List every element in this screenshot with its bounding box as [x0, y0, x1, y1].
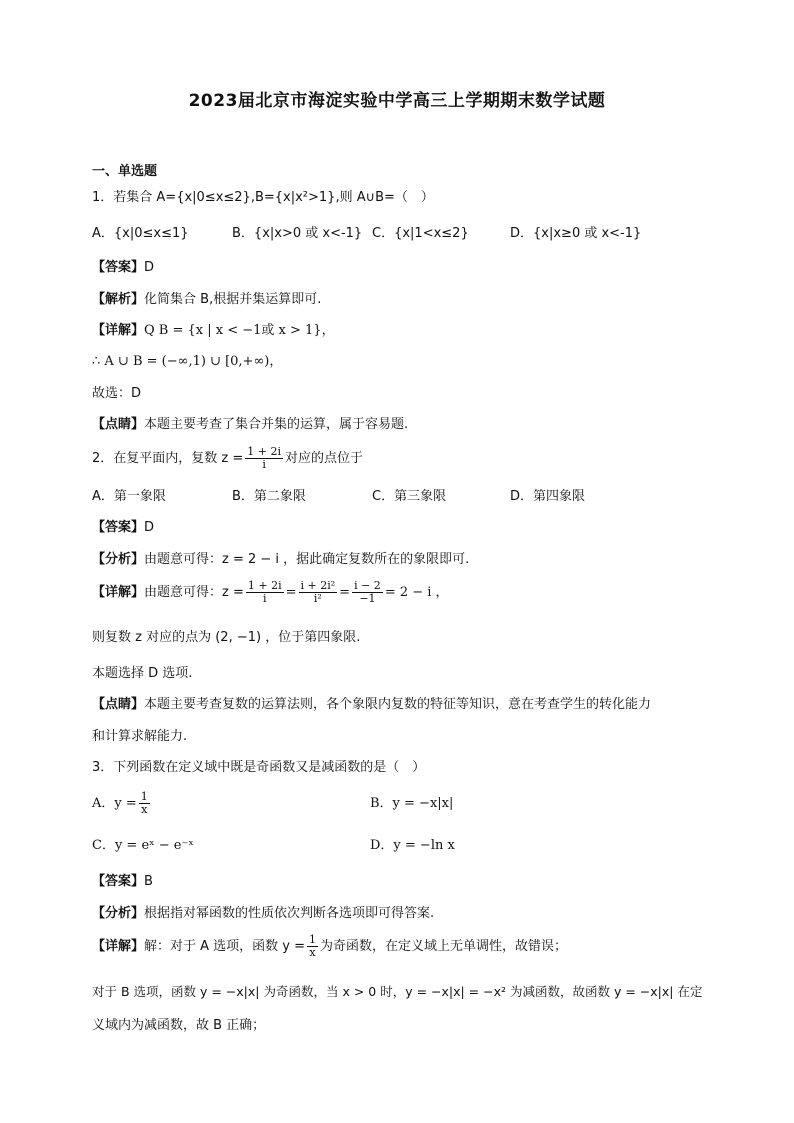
q3-stem: 3．下列函数在定义域中既是奇函数又是减函数的是（ ） [92, 760, 426, 775]
q2-fraction [245, 446, 283, 471]
q1-detail-line2: ∴ A ∪ B = (−∞,1) ∪ [0,+∞)， [92, 354, 283, 369]
frac-numerator: 1 + 2i [247, 445, 281, 458]
frac-denominator: x [141, 803, 148, 816]
analysis-tag: 【分析】 [92, 552, 145, 567]
q3-option-d: D．y = −ln x [370, 838, 455, 853]
analysis-tag: 【解析】 [92, 292, 145, 307]
q1-option-d: D．{x|x≥0 或 x<-1} [510, 226, 642, 241]
q2-point: 则复数 z 对应的点为 (2, −1) ，位于第四象限. [92, 630, 361, 645]
frac-numerator: 1 [309, 933, 317, 946]
q2-choice: 本题选择 D 选项. [92, 666, 193, 681]
q3-option-a [92, 790, 152, 818]
q1-answer [92, 258, 154, 278]
option-a-fraction [139, 791, 150, 816]
q2-option-d: D．第四象限 [510, 489, 586, 504]
q3-analysis [92, 904, 434, 924]
answer-value: B [144, 874, 153, 889]
fraction-2 [299, 580, 338, 605]
detail-post: = 2 − i ， [384, 585, 449, 600]
answer-tag: 【答案】 [92, 874, 145, 889]
q2-comment-line2: 和计算求解能力. [92, 729, 188, 744]
q2-answer [92, 518, 154, 538]
frac-denominator: i [262, 592, 267, 605]
fraction-1 [246, 580, 284, 605]
q3-b-explanation-line2: 义域内为减函数，故 B 正确； [92, 1018, 266, 1033]
section-heading: 一、单选题 [92, 164, 158, 179]
frac-denominator: −1 [359, 592, 376, 605]
detail-pre: 由题意可得：z = [144, 585, 244, 600]
detail-tag: 【详解】 [92, 585, 145, 600]
frac-denominator: i² [313, 592, 322, 605]
fraction-3 [352, 580, 383, 605]
document-title: 2023届北京市海淀实验中学高三上学期期末数学试题 [188, 91, 606, 111]
q2-stem [92, 446, 363, 472]
q1-option-a: A．{x|0≤x≤1} [92, 226, 189, 241]
q2-option-a: A．第一象限 [92, 489, 166, 504]
comment-tag: 【点睛】 [92, 417, 145, 432]
frac-numerator: i − 2 [354, 579, 381, 592]
answer-value: D [144, 520, 155, 535]
frac-numerator: 1 + 2i [247, 579, 282, 592]
q3-detail [92, 932, 567, 962]
q2-option-c: C．第三象限 [372, 489, 447, 504]
analysis-text: 化简集合 B,根据并集运算即可. [144, 292, 322, 307]
q3-b-explanation: 对于 B 选项，函数 y = −x|x| 为奇函数，当 x > 0 时，y = −x|x| = −x² 为减函数，故函数 y = −x|x| 在定 [92, 984, 703, 999]
comment-tag: 【点睛】 [92, 697, 145, 712]
detail-tag: 【详解】 [92, 323, 145, 338]
q2-detail: 【详解】由题意可得：z = $\frac{1 + 2i}{i}$ = $\frac{\text{i + 2i²}}{\text{i²}}$ = $\frac{i - 2}{-1}$ = 2 − i ， [92, 579, 449, 605]
q1-comment [92, 415, 408, 435]
detail-text: Q B = {x | x < −1或 x > 1}， [144, 323, 335, 338]
q2-analysis [92, 550, 469, 570]
q1-stem: 1．若集合 A={x|0≤x≤2},B={x|x²>1},则 A∪B=（ ） [92, 190, 434, 205]
detail-fraction [307, 934, 318, 959]
analysis-text: 根据指对幂函数的性质依次判断各选项即可得答案. [144, 906, 435, 921]
q3-answer [92, 872, 153, 892]
answer-tag: 【答案】 [92, 260, 145, 275]
analysis-text: 由题意可得：z = 2 − i ，据此确定复数所在的象限即可. [144, 552, 470, 567]
comment-text: 本题主要考查复数的运算法则，各个象限内复数的特征等知识，意在考查学生的转化能力 [144, 697, 652, 712]
q1-analysis [92, 290, 321, 310]
answer-tag: 【答案】 [92, 520, 145, 535]
frac-denominator: x [309, 946, 316, 959]
q3-option-c: C．y = eˣ − e⁻ˣ [92, 838, 194, 853]
q2-stem-pre: 2．在复平面内，复数 z = [92, 451, 244, 466]
detail-pre: 解：对于 A 选项，函数 y = [144, 939, 306, 954]
frac-denominator: i [262, 458, 266, 471]
q3-option-b: B．y = −x|x| [370, 796, 454, 811]
q1-option-b: B．{x|x>0 或 x<-1} [232, 226, 363, 241]
q2-option-b: B．第二象限 [232, 489, 306, 504]
detail-post: 为奇函数，在定义域上无单调性，故错误； [320, 939, 568, 954]
answer-value: D [144, 260, 155, 275]
q1-option-c: C．{x|1<x≤2} [372, 226, 469, 241]
frac-numerator: i + 2i² [300, 579, 336, 592]
q1-choice: 故选：D [92, 386, 142, 401]
option-a-label: A．y = [92, 796, 137, 811]
frac-numerator: 1 [140, 790, 148, 803]
q1-detail [92, 321, 335, 341]
q2-comment [92, 695, 651, 715]
comment-text: 本题主要考查了集合并集的运算，属于容易题. [144, 417, 409, 432]
analysis-tag: 【分析】 [92, 906, 145, 921]
detail-tag: 【详解】 [92, 939, 145, 954]
q2-stem-post: 对应的点位于 [285, 451, 364, 466]
